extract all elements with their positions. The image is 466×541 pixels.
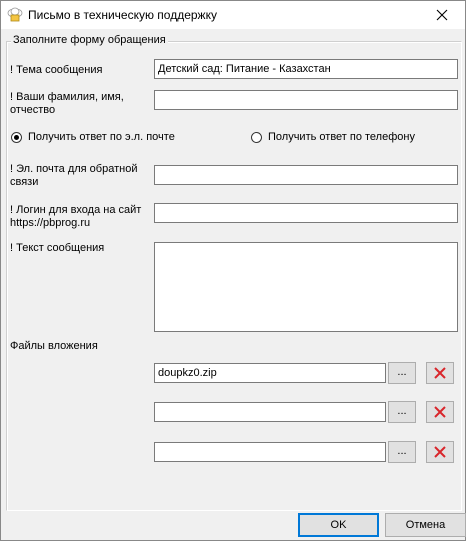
window-title: Письмо в техническую поддержку: [28, 8, 217, 22]
close-icon: [436, 9, 448, 21]
cancel-button[interactable]: Отмена: [385, 513, 466, 537]
email-input[interactable]: [154, 165, 458, 185]
radio-selected-icon: [11, 132, 22, 143]
title-bar: [1, 1, 465, 29]
ok-button[interactable]: OK: [298, 513, 379, 537]
login-input[interactable]: [154, 203, 458, 223]
reply-phone-label: Получить ответ по телефону: [268, 131, 415, 143]
radio-unselected-icon: [251, 132, 262, 143]
fullname-label-line1: ! Ваши фамилия, имя,: [10, 91, 124, 103]
delete-icon: [433, 445, 447, 459]
message-label: ! Текст сообщения: [10, 242, 105, 254]
attachments-label: Файлы вложения: [10, 340, 98, 352]
attachment-file-2[interactable]: [154, 402, 386, 422]
dialog-body: [1, 29, 465, 512]
reply-email-label: Получить ответ по э.л. почте: [28, 131, 175, 143]
browse-button-2[interactable]: ...: [388, 401, 416, 423]
attachment-file-1[interactable]: doupkz0.zip: [154, 363, 386, 383]
close-button[interactable]: [419, 1, 465, 29]
delete-icon: [433, 405, 447, 419]
attachment-file-3[interactable]: [154, 442, 386, 462]
chef-hat-icon: [7, 7, 23, 23]
remove-attachment-button-3[interactable]: [426, 441, 454, 463]
form-group-legend: Заполните форму обращения: [13, 34, 166, 46]
fullname-label-line2: отчество: [10, 104, 56, 116]
reply-phone-radio[interactable]: [251, 131, 415, 143]
browse-button-3[interactable]: ...: [388, 441, 416, 463]
email-label-line2: связи: [10, 176, 39, 188]
login-label-line1: ! Логин для входа на сайт: [10, 204, 142, 216]
remove-attachment-button-2[interactable]: [426, 401, 454, 423]
message-textarea[interactable]: [154, 242, 458, 332]
delete-icon: [433, 366, 447, 380]
remove-attachment-button-1[interactable]: [426, 362, 454, 384]
browse-button-1[interactable]: ...: [388, 362, 416, 384]
subject-input[interactable]: Детский сад: Питание - Казахстан: [154, 59, 458, 79]
login-label-line2: https://pbprog.ru: [10, 217, 91, 229]
dialog-footer: [1, 512, 465, 540]
fullname-input[interactable]: [154, 90, 458, 110]
reply-email-radio[interactable]: [11, 131, 175, 143]
email-label-line1: ! Эл. почта для обратной: [10, 163, 138, 175]
subject-label: ! Тема сообщения: [10, 64, 103, 76]
